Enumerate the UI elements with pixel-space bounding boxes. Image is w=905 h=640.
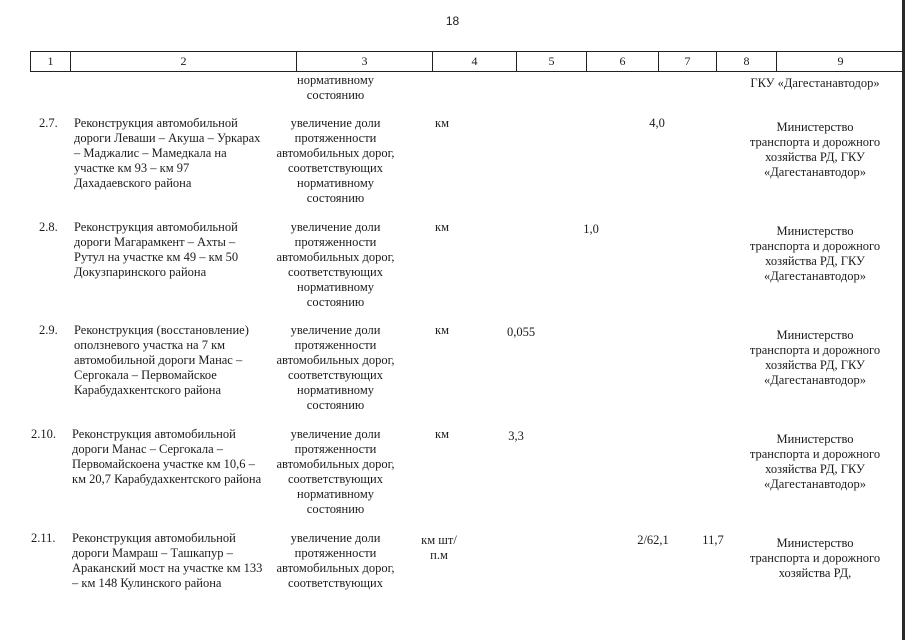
row-number: 2.7. [39, 116, 58, 130]
header-col-6: 6 [586, 52, 658, 71]
row-number: 2.9. [39, 323, 58, 337]
page-number: 18 [445, 14, 460, 28]
header-col-2: 2 [70, 52, 296, 71]
row-col-6: 1,0 [583, 222, 599, 236]
row-indicator: увеличение доли протяженности автомобильных дорог, соответствующих нормативному состоянию [276, 427, 395, 516]
header-col-8: 8 [716, 52, 776, 71]
row-number: 2.8. [39, 220, 58, 234]
row-responsible: Министерство транспорта и дорожного хозяйства РД, ГКУ «Дагестанавтодор» [749, 328, 881, 387]
row-responsible: Министерство транспорта и дорожного хозяйства РД, [749, 536, 881, 580]
row-indicator: увеличение доли протяженности автомобильных дорог, соответствующих нормативному состоянию [276, 220, 395, 309]
row-unit: км [435, 427, 449, 441]
table-header [30, 51, 904, 72]
row-unit: км [435, 220, 449, 234]
row-number: 2.11. [31, 531, 56, 545]
header-col-7: 7 [658, 52, 716, 71]
row-number: 2.10. [31, 427, 56, 441]
row-indicator: увеличение доли протяженности автомобильных дорог, соответствующих нормативному состоянию [276, 116, 395, 205]
row-unit: км шт/п.м [421, 533, 457, 562]
continuation-responsible: ГКУ «Дагестанавтодор» [750, 76, 880, 90]
continuation-indicator: нормативному состоянию [297, 73, 374, 102]
header-col-5: 5 [516, 52, 586, 71]
row-col-7: 2/62,1 [637, 533, 669, 547]
header-col-9: 9 [776, 52, 904, 71]
row-name: Реконструкция (восстановление) оползневого участка на 7 км автомобильной дороги Манас – Сергокала – Первомайское Карабудахкентского района [74, 323, 249, 397]
row-name: Реконструкция автомобильной дороги Магарамкент – Ахты – Рутул на участке км 49 – км 50 Докузпаринского района [74, 220, 239, 279]
header-col-3: 3 [296, 52, 432, 71]
row-responsible: Министерство транспорта и дорожного хозяйства РД, ГКУ «Дагестанавтодор» [749, 432, 881, 491]
row-indicator: увеличение доли протяженности автомобильных дорог, соответствующих нормативному состоянию [276, 323, 395, 412]
row-col-7: 4,0 [649, 116, 665, 130]
row-name: Реконструкция автомобильной дороги Манас – Сергокала – Первомайскоена участке км 10,6 – км 20,7 Карабудахкентского района [72, 427, 262, 486]
row-responsible: Министерство транспорта и дорожного хозяйства РД, ГКУ «Дагестанавтодор» [749, 120, 881, 179]
row-name: Реконструкция автомобильной дороги Леваши – Акуша – Уркарах – Маджалис – Мамедкала на участке км 93 – км 97 Дахадаевского района [74, 116, 261, 190]
row-unit: км [435, 116, 449, 130]
row-indicator: увеличение доли протяженности автомобильных дорог, соответствующих [276, 531, 395, 590]
row-col-5: 0,055 [506, 325, 536, 339]
row-col-5: 3,3 [508, 429, 524, 443]
row-col-8: 11,7 [702, 533, 724, 547]
row-responsible: Министерство транспорта и дорожного хозяйства РД, ГКУ «Дагестанавтодор» [749, 224, 881, 283]
header-col-1: 1 [30, 52, 70, 71]
row-name: Реконструкция автомобильной дороги Мамраш – Ташкапур – Араканский мост на участке км 133 – км 148 Кулинского района [72, 531, 263, 590]
header-col-4: 4 [432, 52, 516, 71]
row-unit: км [435, 323, 449, 337]
